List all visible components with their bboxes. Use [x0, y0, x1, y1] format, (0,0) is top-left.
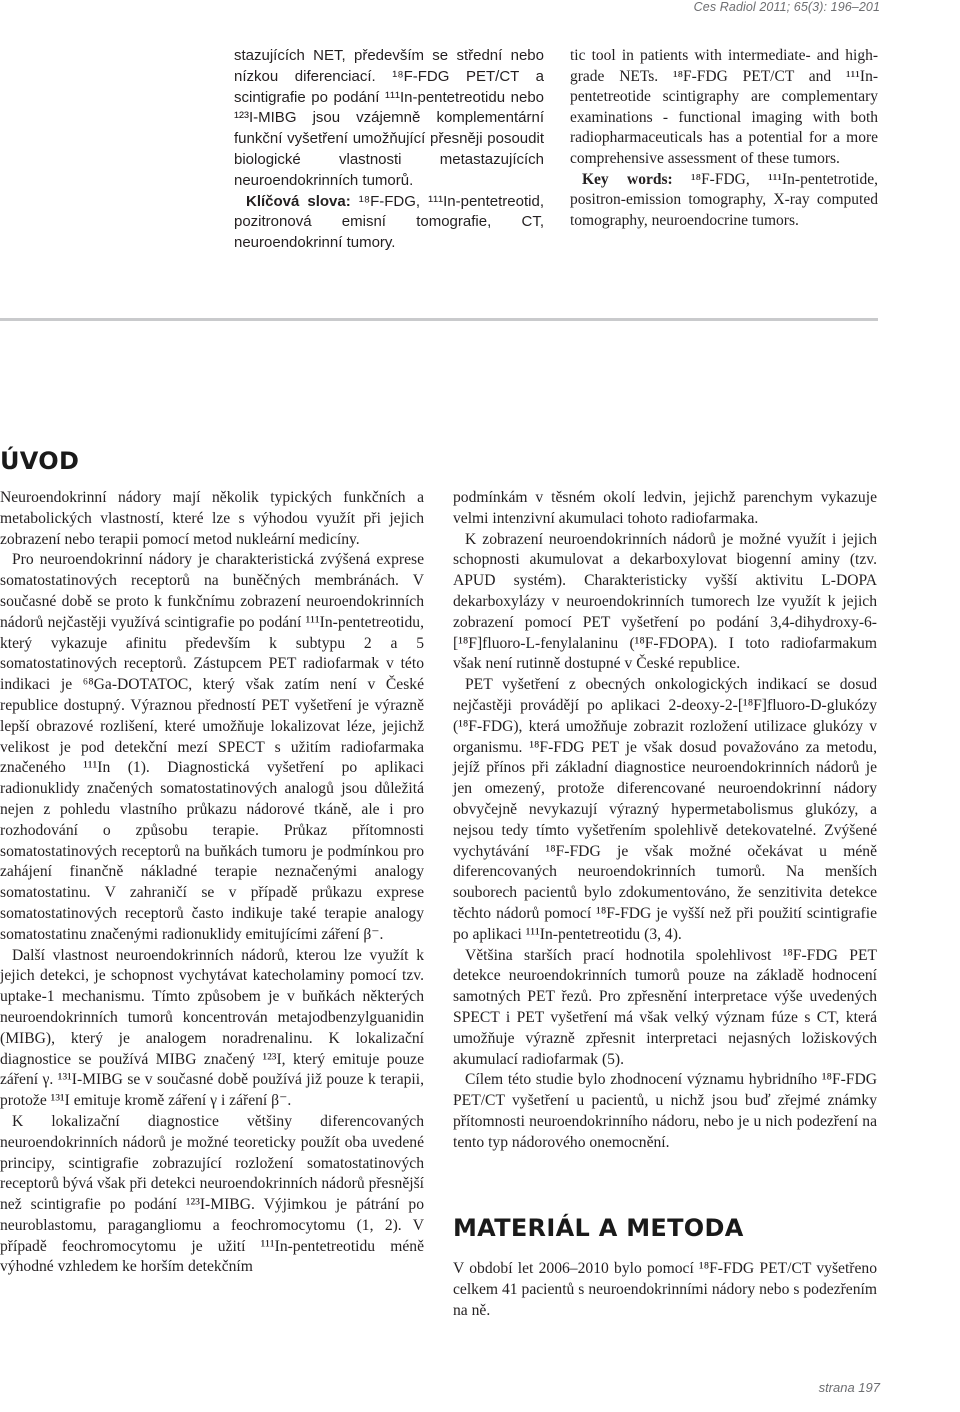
intro-paragraph: Cílem této studie bylo zhodnocení významu hybridního ¹⁸F-FDG PET/CT vyšetření u pacientů, u nichž jsou buď zřejmé známky přítomnosti neuroendokrinního nádoru, nebo je u nich podezření na tento typ nádorového onemocnění. [453, 1071, 877, 1151]
methods-column [453, 1259, 877, 1321]
methods-paragraph: V období let 2006–2010 bylo pomocí ¹⁸F-FDG PET/CT vyšetřeno celkem 41 pacientů s neuroendokrinními nádory nebo s podezřením na ně. [453, 1260, 877, 1319]
keywords-english [570, 170, 878, 232]
intro-paragraph: Pro neuroendokrinní nádory je charakteristická zvýšená exprese somatostatinových receptorů na buněčných membránách. V současné době se proto k funkčnímu zobrazení neuroendokrinních nádorů nejčastěji využívá scintigrafie po podání ¹¹¹In-pentetreotidu, který vykazuje afinitu především k subtypu 2 a 5 somatostatinových receptorů. Zástupcem PET radiofarmak v této indikaci je ⁶⁸Ga-DOTATOC, který však zatím není v České republice dostupný. Výraznou předností PET vyšetření je výrazně lepší obrazové rozlišení, které umožňuje lokalizovat léze, jejichž velikost je pod detekční mezí SPECT s užitím radiofarmaka značeného ¹¹¹In (1). Diagnostická vyšetření po aplikaci radionuklidy značených somatostatinových analogů jsou důležitá nejen z pohledu vlastního průkazu nádorové tkáně, ale i pro rozhodování o způsobu terapie. Průkaz přítomnosti somatostatinových receptorů na buňkách tumoru je podmínkou pro zahájení finančně nákladné terapie neznačenými analogy somatostatinu. V zahraničí se v případě průkazu exprese somatostatinových receptorů často indikuje také terapie analogy somatostatinu značenými radionuklidy emitujícími záření β⁻. [0, 551, 424, 943]
intro-right-column [453, 488, 877, 1154]
intro-paragraph: K zobrazení neuroendokrinních nádorů je možné využít i jejich schopnosti akumulovat a dekarboxylovat biogenní aminy (tzv. APUD systém). Charakteristicky vyšší aktivitu L-DOPA dekarboxylázy v neuroendokrinních tumorech lze využít k jejich zobrazení pomocí PET vyšetření po podání 3,4-dihydroxy-6-[¹⁸F]fluoro-L-fenylalaninu (¹⁸F-FDOPA). I toto radiofarmakum však není rutinně dostupné v České republice. [453, 530, 877, 673]
intro-paragraph: PET vyšetření z obecných onkologických indikací se dosud nejčastěji provádějí po aplikaci 2-deoxy-2-[¹⁸F]fluoro-D-glukózy (¹⁸F-FDG), která umožňuje zobrazit rozložení utilizace glukózy v organismu. ¹⁸F-FDG PET je však dosud považováno za metodu, jejíž přínos při základní diagnostice neuroendokrinních nádorů je jen omezený, protože diferencované neuroendokrinní nádory obvyčejně nevykazují výrazný hypermetabolismus glukózy, a nejsou tedy tímto vyšetřením spolehlivě detekovatelné. Zvýšené vychytávání ¹⁸F-FDG je však možné očekávat u méně diferencovaných neuroendokrinních tumorů. Na menších souborech pacientů bylo zdokumentováno, že senzitivita detekce těchto nádorů pomocí ¹⁸F-FDG je vyšší než při použití scintigrafie po aplikaci ¹¹¹In-pentetreotidu (3, 4). [453, 676, 877, 943]
intro-paragraph: podmínkám v těsném okolí ledvin, jejichž parenchym vykazuje velmi intenzivní akumulaci tohoto radiofarmaka. [453, 489, 877, 527]
running-head: Ces Radiol 2011; 65(3): 196–201 [693, 0, 880, 14]
intro-heading: ÚVOD [0, 447, 80, 475]
intro-paragraph: Další vlastnost neuroendokrinních nádorů, kterou lze využít k jejich detekci, je schopnost vychytávat katecholaminy pomocí tzv. uptake-1 mechanismu. Tímto způsobem je v buňkách některých neuroendokrinních tumorů koncentrován metajodbenzylguanidin (MIBG), který je analogem noradrenalinu. K lokalizační diagnostice se používá MIBG značený ¹²³I, který emituje pouze záření γ. ¹³¹I-MIBG se v současné době používá již pouze k terapii, protože ¹³¹I emituje kromě záření γ i záření β⁻. [0, 946, 424, 1110]
keywords-czech-label: Klíčová slova: [246, 192, 351, 210]
intro-paragraph: Většina starších prací hodnotila spolehlivost ¹⁸F-FDG PET detekce neuroendokrinních tumorů pouze na základě hodnocení samotných PET řezů. Pro zpřesnění interpretace výše uvedených SPECT i PET vyšetření má však velký význam fúze s CT, která umožňuje výrazně zpřesnit interpretaci nejasných ložiskových akumulací radiofarmak (5). [453, 946, 877, 1068]
page-number: strana 197 [818, 1380, 880, 1395]
keywords-english-label: Key words: [582, 170, 673, 188]
abstract-czech [234, 46, 544, 254]
keywords-english-text: ¹⁸F-FDG, ¹¹¹In-pentetrotide, positron-emission tomography, X-ray computed tomography, neuroendocrine tumors. [570, 170, 878, 229]
methods-heading: MATERIÁL A METODA [453, 1214, 744, 1242]
keywords-czech-text: ¹⁸F-FDG, ¹¹¹In-pentetreotid, pozitronová emisní tomografie, CT, neuroendokrinní tumory. [234, 192, 544, 252]
intro-paragraph: Neuroendokrinní nádory mají několik typických funkčních a metabolických vlastností, které lze s výhodou využít při jejich zobrazení nebo terapii pomocí metod nukleární medicíny. [0, 489, 424, 548]
abstract-english [570, 46, 878, 231]
intro-left-column [0, 488, 424, 1278]
section-divider [0, 318, 878, 321]
abstract-czech-text: stazujících NET, především se střední nebo nízkou diferenciací. ¹⁸F-FDG PET/CT a scintigrafie po podání ¹¹¹In-pentetreotidu nebo ¹²³I-MIBG jsou vzájemně komplementární funkční vyšetření umožňující přesněji posoudit biologické vlastnosti metastazujících neuroendokrinních tumorů. [234, 47, 544, 189]
abstract-english-text: tic tool in patients with intermediate- and high-grade NETs. ¹⁸F-FDG PET/CT and ¹¹¹In-pentetreotide scintigraphy are complementary examinations - functional imaging with both radiopharmaceuticals has a potential for a more comprehensive assessment of these tumors. [570, 47, 878, 167]
intro-paragraph: K lokalizační diagnostice většiny diferencovaných neuroendokrinních nádorů je možné teoreticky použít oba uvedené principy, scintigrafie zobrazující rozložení somatostatinových receptorů bývá však při detekci neuroendokrinních nádorů přesnější než scintigrafie po podání ¹²³I-MIBG. Výjimkou je pátrání po neuroblastomu, paragangliomu a feochromocytomu (1, 2). V případě feochromocytomu je užití ¹¹¹In-pentetreotidu méně výhodné vzhledem ke horším detekčním [0, 1112, 424, 1276]
keywords-czech [234, 192, 544, 254]
